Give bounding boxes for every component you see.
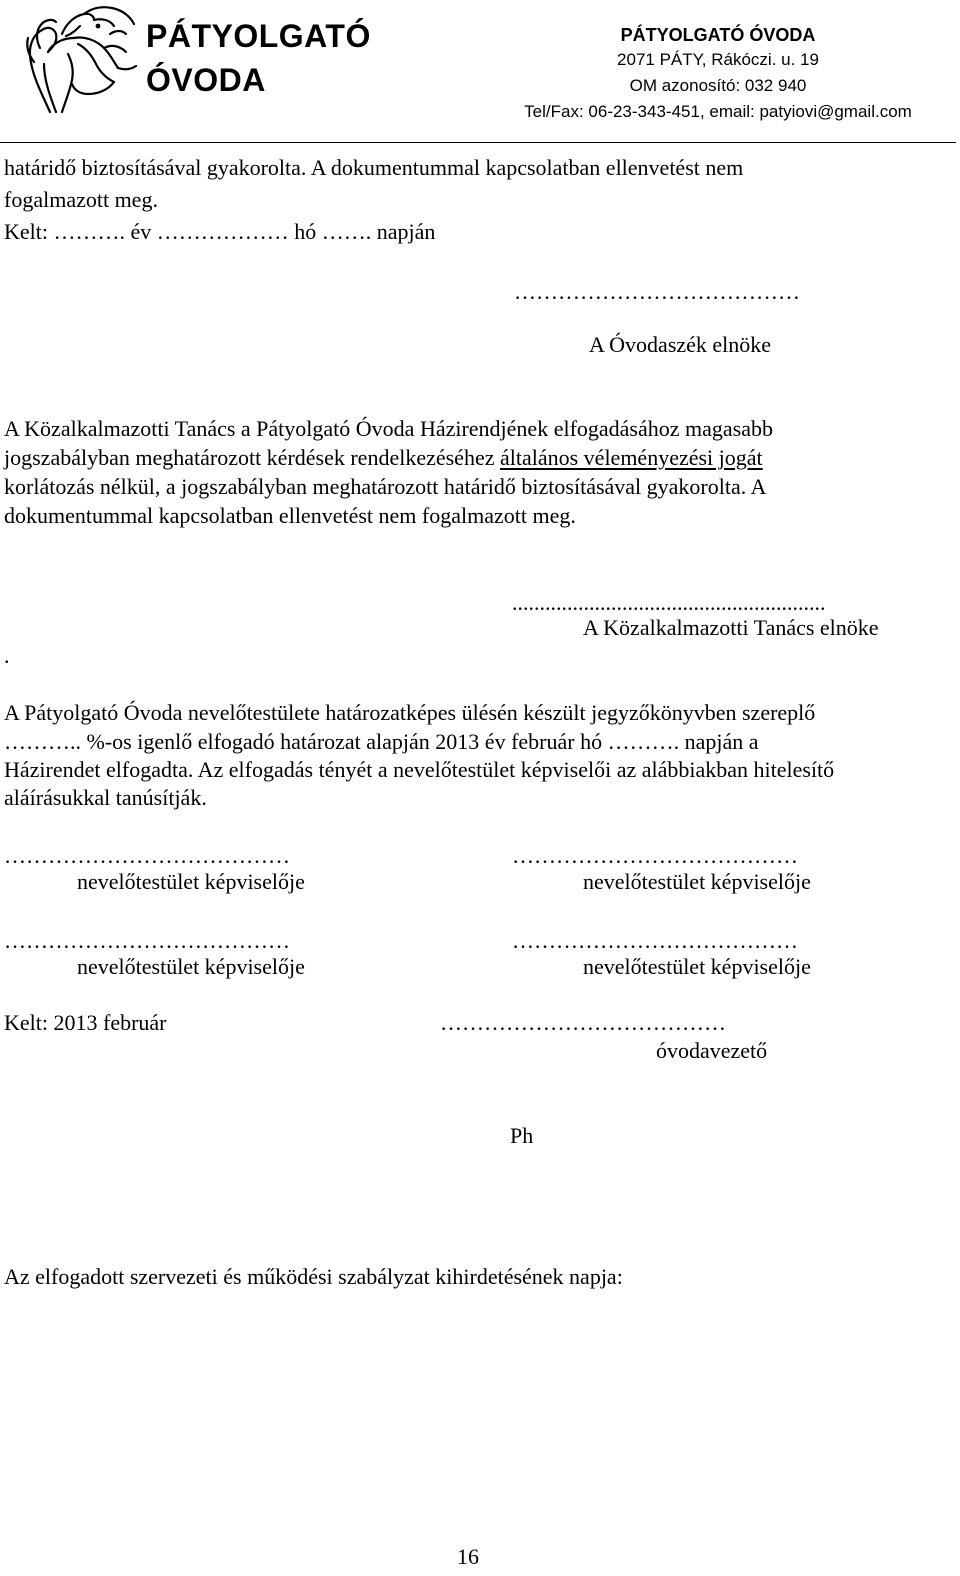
header-divider <box>0 142 956 143</box>
rep-label-4: nevelőtestület képviselője <box>583 954 811 979</box>
paragraph-2-line-1: A Közalkalmazotti Tanács a Pátyolgató Óvoda Házirendjének elfogadásához magasabb <box>4 416 773 441</box>
signature-line-board-chair: ………………………………… <box>514 279 800 304</box>
staff-council-chair-label: A Közalkalmazotti Tanács elnöke <box>583 615 879 640</box>
brand-name-line2: ÓVODA <box>146 62 266 98</box>
date-line-2013: Kelt: 2013 február <box>4 1010 167 1035</box>
stamp-placeholder: Ph <box>510 1123 534 1148</box>
director-label: óvodavezető <box>656 1038 768 1063</box>
rep-label-2: nevelőtestület képviselője <box>583 869 811 894</box>
paragraph-2-line-3: korlátozás nélkül, a jogszabályban meghatározott határidő biztosításával gyakorolta. A <box>4 474 767 499</box>
rep-signature-line-4: ………………………………… <box>512 928 798 953</box>
paragraph-1-line-2: fogalmazott meg. <box>4 187 158 212</box>
announcement-line: Az elfogadott szervezeti és működési szabályzat kihirdetésének napja: <box>4 1264 623 1289</box>
paragraph-2-line-2 <box>4 447 763 469</box>
bird-hand-logo-icon <box>22 4 147 116</box>
contact-phone-email: Tel/Fax: 06-23-343-451, email: patyiovi@gmail.com <box>524 102 912 121</box>
rep-signature-line-2: ………………………………… <box>512 843 798 868</box>
paragraph-2-line-2-text: jogszabályban meghatározott kérdések rendelkezéséhez <box>4 445 500 470</box>
director-signature-line: ………………………………… <box>440 1010 726 1035</box>
paragraph-3-line-1: A Pátyolgató Óvoda nevelőtestülete határozatképes ülésén készült jegyzőkönyvben szereplő <box>4 700 816 725</box>
brand-name-line1: PÁTYOLGATÓ <box>146 18 371 54</box>
contact-om-id: OM azonosító: 032 940 <box>629 76 807 95</box>
page-number: 16 <box>457 1544 479 1569</box>
contact-address: 2071 PÁTY, Rákóczi. u. 19 <box>617 50 819 69</box>
contact-org-name: PÁTYOLGATÓ ÓVODA <box>620 25 816 45</box>
paragraph-3-line-4: aláírásukkal tanúsítják. <box>4 785 207 810</box>
board-chair-label: A Óvodaszék elnöke <box>589 332 772 357</box>
paragraph-3-line-3: Házirendet elfogadta. Az elfogadás tényét a nevelőtestület képviselői az alábbiakban hitelesítő <box>4 757 835 782</box>
signature-line-staff-council: ......................................................... <box>512 590 826 615</box>
rep-signature-line-1: ………………………………… <box>4 843 290 868</box>
paragraph-3-line-2: ……….. %-os igenlő elfogadó határozat alapján 2013 év február hó ………. napján a <box>4 729 759 754</box>
paragraph-2-line-4: dokumentummal kapcsolatban ellenvetést nem fogalmazott meg. <box>4 503 576 528</box>
date-line: Kelt: ………. év ……………… hó ……. napján <box>4 219 436 244</box>
stray-dot: . <box>4 643 10 668</box>
paragraph-2-underlined-phrase: általános véleményezési jogát <box>499 445 763 470</box>
rep-label-1: nevelőtestület képviselője <box>77 869 305 894</box>
rep-label-3: nevelőtestület képviselője <box>77 954 305 979</box>
paragraph-1-line-1: határidő biztosításával gyakorolta. A dokumentummal kapcsolatban ellenvetést nem <box>4 155 744 180</box>
rep-signature-line-3: ………………………………… <box>4 928 290 953</box>
